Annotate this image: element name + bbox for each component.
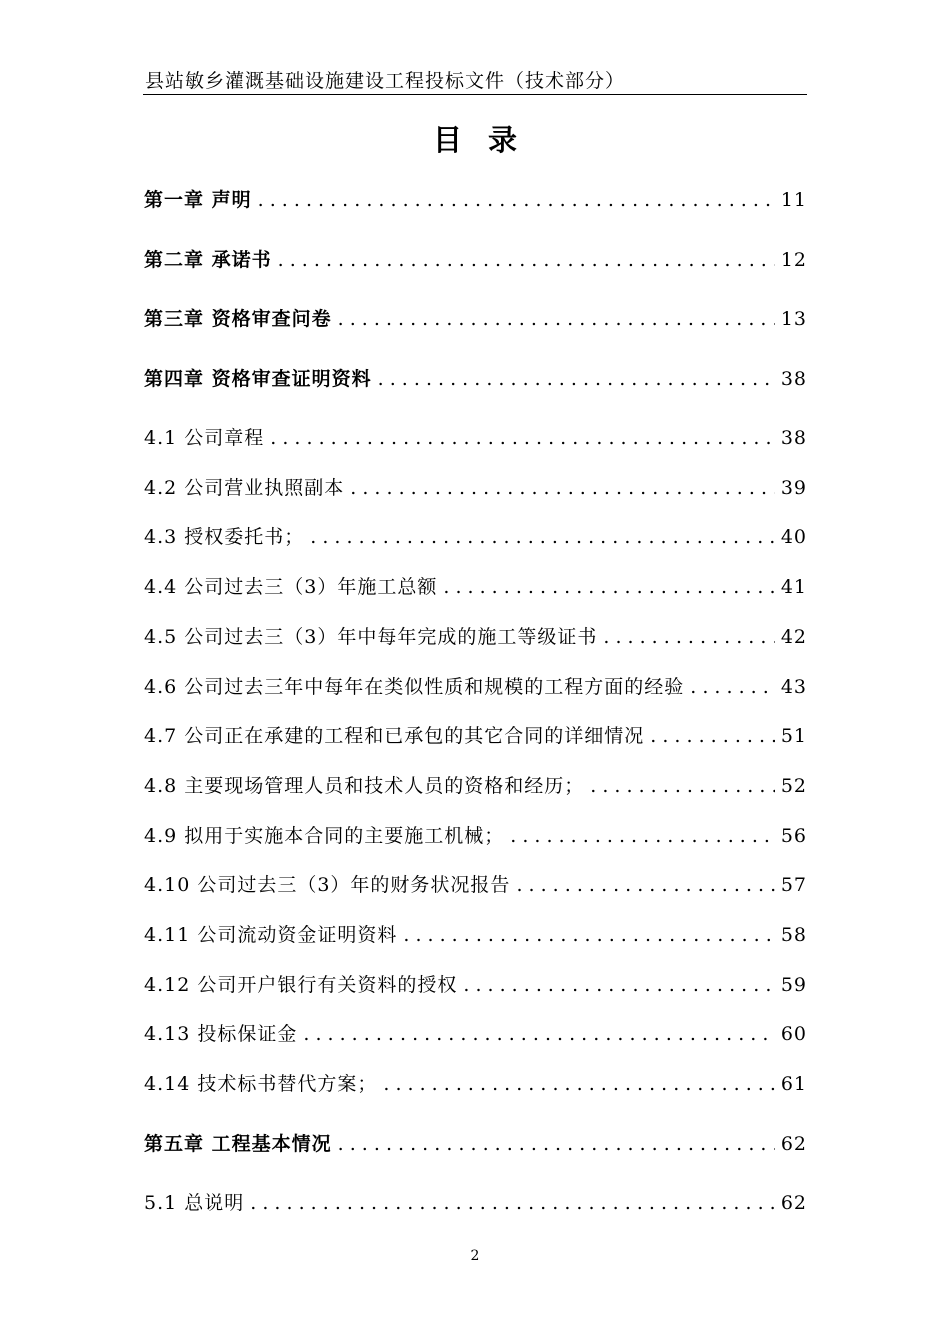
toc-dot-leader: [590, 775, 775, 797]
toc-entry-label: 4.12 公司开户银行有关资料的授权: [144, 974, 458, 996]
toc-entry[interactable]: [144, 522, 807, 552]
toc-dot-leader: [310, 526, 775, 548]
toc-entry-page: 62: [780, 1133, 807, 1155]
page-number: 2: [470, 1248, 480, 1264]
toc-entry-label: 第二章 承诺书: [144, 249, 272, 271]
toc-entry-page: 11: [780, 189, 807, 211]
toc-entry[interactable]: [144, 572, 807, 602]
toc-dot-leader: [443, 576, 774, 598]
toc-entry-page: 40: [780, 526, 807, 548]
toc-entry[interactable]: [144, 870, 807, 900]
toc-entry-page: 51: [780, 725, 807, 747]
toc-entry[interactable]: [144, 304, 807, 334]
toc-dot-leader: [603, 626, 774, 648]
toc-dot-leader: [338, 308, 775, 330]
toc-entry[interactable]: [144, 721, 807, 751]
toc-heading: 目 录: [432, 123, 526, 157]
header-divider: [143, 94, 807, 95]
toc-entry-page: 41: [780, 576, 807, 598]
toc-entry[interactable]: [144, 920, 807, 950]
toc-dot-leader: [278, 249, 775, 271]
toc-dot-leader: [258, 189, 775, 211]
toc-entry-page: 38: [780, 368, 807, 390]
toc-dot-leader: [338, 1133, 775, 1155]
toc-entry[interactable]: [144, 245, 807, 275]
toc-entry-page: 39: [780, 477, 807, 499]
toc-entry-label: 4.11 公司流动资金证明资料: [144, 924, 398, 946]
toc-entry-label: 4.13 投标保证金: [144, 1023, 298, 1045]
toc-entry-label: 4.9 拟用于实施本合同的主要施工机械；: [144, 825, 505, 847]
toc-entry-label: 第四章 资格审查证明资料: [144, 368, 372, 390]
toc-entry-label: 4.3 授权委托书；: [144, 526, 305, 548]
toc-entry-page: 13: [780, 308, 807, 330]
toc-dot-leader: [270, 427, 775, 449]
toc-entry-label: 4.10 公司过去三（3）年的财务状况报告: [144, 874, 511, 896]
toc-entry-page: 38: [780, 427, 807, 449]
toc-entry[interactable]: [144, 1129, 807, 1159]
toc-entry[interactable]: [144, 771, 807, 801]
toc-entry[interactable]: [144, 423, 807, 453]
toc-entry[interactable]: [144, 970, 807, 1000]
toc-entry[interactable]: [144, 1188, 807, 1218]
toc-dot-leader: [516, 874, 774, 896]
toc-dot-leader: [250, 1192, 775, 1214]
toc-entry[interactable]: [144, 364, 807, 394]
toc-entry-label: 4.14 技术标书替代方案；: [144, 1073, 378, 1095]
toc-entry[interactable]: [144, 185, 807, 215]
toc-entry[interactable]: [144, 473, 807, 503]
toc-entry-page: 56: [780, 825, 807, 847]
toc-dot-leader: [383, 1073, 774, 1095]
toc-entry[interactable]: [144, 821, 807, 851]
toc-entry-page: 52: [780, 775, 807, 797]
toc-dot-leader: [690, 676, 775, 698]
toc-entry[interactable]: [144, 1069, 807, 1099]
toc-entry-label: 4.1 公司章程: [144, 427, 265, 449]
toc-entry-label: 4.5 公司过去三（3）年中每年完成的施工等级证书: [144, 626, 598, 648]
toc-entry-label: 4.8 主要现场管理人员和技术人员的资格和经历；: [144, 775, 585, 797]
toc-dot-leader: [350, 477, 775, 499]
toc-entry[interactable]: [144, 672, 807, 702]
toc-entry-label: 4.6 公司过去三年中每年在类似性质和规模的工程方面的经验: [144, 676, 685, 698]
toc-entry-page: 12: [780, 249, 807, 271]
toc-dot-leader: [378, 368, 775, 390]
toc-dot-leader: [510, 825, 775, 847]
toc-entry-page: 57: [780, 874, 807, 896]
toc-entry[interactable]: [144, 1019, 807, 1049]
toc-dot-leader: [650, 725, 775, 747]
toc-entry-page: 61: [780, 1073, 807, 1095]
toc-entry-page: 43: [780, 676, 807, 698]
toc-entry-label: 4.7 公司正在承建的工程和已承包的其它合同的详细情况: [144, 725, 645, 747]
toc-entry-label: 4.4 公司过去三（3）年施工总额: [144, 576, 438, 598]
toc-entry-label: 4.2 公司营业执照副本: [144, 477, 345, 499]
toc-entry-label: 第三章 资格审查问卷: [144, 308, 332, 330]
toc-entry[interactable]: [144, 622, 807, 652]
toc-entry-page: 42: [780, 626, 807, 648]
toc-entry-page: 59: [780, 974, 807, 996]
toc-dot-leader: [463, 974, 774, 996]
toc-entry-label: 5.1 总说明: [144, 1192, 245, 1214]
toc-dot-leader: [303, 1023, 774, 1045]
toc-entry-page: 58: [780, 924, 807, 946]
toc-entry-label: 第五章 工程基本情况: [144, 1133, 332, 1155]
toc-entry-page: 60: [780, 1023, 807, 1045]
toc-entry-page: 62: [780, 1192, 807, 1214]
toc-entry-label: 第一章 声明: [144, 189, 252, 211]
header-title: 县站敏乡灌溉基础设施建设工程投标文件（技术部分）: [145, 70, 626, 92]
toc-dot-leader: [403, 924, 774, 946]
